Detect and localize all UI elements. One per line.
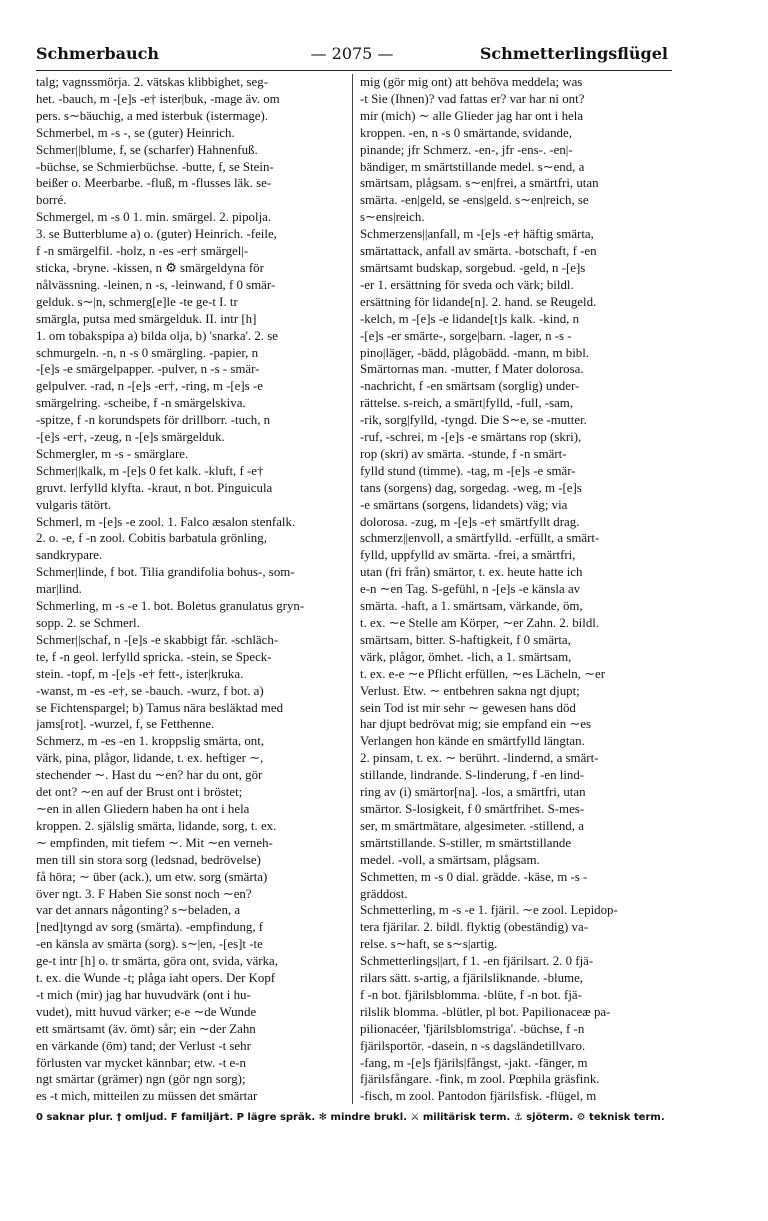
text-line: -spitze, f -n korundspets för drillborr. -tuch, n [36, 413, 271, 428]
text-line: smärta. -haft, a 1. smärtsam, värkande, öm, [360, 599, 583, 614]
text-line: mir (mich) ∼ alle Glieder jag har ont i hela [360, 108, 584, 123]
text-line: smärtattack, anfall av smärta. -botschaft, f -en [360, 244, 597, 259]
text-line: schmurgeln. -n, n -s 0 smärgling. -papier, n [36, 345, 259, 360]
text-line: 2. o. -e, f -n zool. Cobitis barbatula grönling, [36, 531, 267, 546]
column-divider [352, 74, 353, 1104]
text-line: ersättning för lidande[n]. 2. hand. se Reugeld. [360, 294, 597, 309]
text-line: sticka, -bryne. -kissen, n ⚙ smärgeldyna för [36, 260, 264, 275]
text-line: -büchse, se Schmierbüchse. -butte, f, se Stein- [36, 159, 274, 174]
text-line: värk, plågor, ömhet. -lich, a 1. smärtsam, [360, 649, 572, 664]
text-line: mar|lind. [36, 582, 82, 597]
text-line: 2. pinsam, t. ex. ∼ berührt. -lindernd, a smärt- [360, 751, 599, 766]
text-line: stein. -topf, m -[e]s -e† fett-, ister|kruka. [36, 666, 244, 681]
text-line: en värkande (öm) tand; der Verlust -t sehr [36, 1038, 251, 1053]
header-rule [36, 70, 672, 71]
text-line: smärgelring. -scheibe, f -n smärgelskiva. [36, 396, 246, 411]
text-line: [ned]tyngd av sorg (smärta). -empfindung, f [36, 920, 264, 935]
text-line: het. -bauch, m -[e]s -e† ister|buk, -mage äv. om [36, 91, 280, 106]
text-line: men till sin stora sorg (ledsnad, bedrövelse) [36, 852, 261, 867]
text-line: -[e]s -er†, -zeug, n -[e]s smärgelduk. [36, 430, 225, 445]
text-line: tans (sorgens) dag, sorgedag. -weg, m -[e]s [360, 480, 582, 495]
text-line: kroppen. -en, n -s 0 smärtande, svidande, [360, 125, 572, 140]
text-line: ngt smärtar (grämer) ngn (gör ngn sorg); [36, 1072, 246, 1087]
text-line: relse. s∼haft, se s∼s|artig. [360, 937, 498, 952]
text-line: Schmetten, m -s 0 dial. grädde. -käse, m -s - [360, 869, 588, 884]
text-line: har djupt bedrövat mig; sie empfand ein ∼es [360, 717, 591, 732]
text-line: dolorosa. -zug, m -[e]s -e† smärtfyllt drag. [360, 514, 580, 529]
text-line: värk, pina, plågor, lidande, t. ex. heftiger ∼, [36, 751, 264, 766]
text-line: Schmerbel, m -s -, se (guter) Heinrich. [36, 125, 235, 140]
text-line: Schmetterlings||art, f 1. -en fjärilsart. 2. 0 fjä- [360, 954, 594, 969]
text-line: rilslik blomma. -blütler, pl bot. Papilionaceæ pa- [360, 1004, 611, 1019]
text-line: vulgaris tätört. [36, 497, 112, 512]
text-line: beißer o. Meerbarbe. -fluß, m -flusses läk. se- [36, 176, 272, 191]
text-line: Schmerling, m -s -e 1. bot. Boletus granulatus gryn- [36, 599, 305, 614]
text-line: fjärilsfångare. -fink, m zool. Pœphila gräsfink. [360, 1072, 600, 1087]
text-line: rättelse. s-reich, a smärt|fylld, -full, -sam, [360, 396, 574, 411]
text-line: se Fichtenspargel; b) Tamus nära besläktad med [36, 700, 284, 715]
text-line: rilars sätt. s-artig, a fjärilsliknande. -blume, [360, 971, 584, 986]
text-line: -[e]s -e smärgelpapper. -pulver, n -s - smär- [36, 362, 260, 377]
text-line: pilionacéer, 'fjärilsblomstriga'. -büchse, f -n [360, 1021, 585, 1036]
text-line: gelpulver. -rad, n -[e]s -er†, -ring, m -[e]s -e [36, 379, 263, 394]
text-line: e-n ∼en Tag. S-gefühl, n -[e]s -e känsla av [360, 582, 581, 597]
text-line: Schmetterling, m -s -e 1. fjäril. ∼e zool. Lepidop- [360, 903, 618, 918]
text-line: rop (skri) av smärta. -stunde, f -n smärt- [360, 446, 567, 461]
text-line: t. ex. die Wunde -t; plåga iaht opers. Der Kopf [36, 971, 276, 986]
text-line: -fang, m -[e]s fjärils|fångst, -jakt. -fänger, m [360, 1055, 588, 1070]
text-line: ser, m smärtmätare, algesimeter. -stillend, a [360, 818, 584, 833]
text-line: Schmer||schaf, n -[e]s -e skabbigt får. -schläch- [36, 632, 279, 647]
text-line: schmerz||envoll, a smärtfylld. -erfüllt, a smärt- [360, 531, 600, 546]
text-line: över ngt. 3. F Haben Sie sonst noch ∼en? [36, 886, 252, 901]
text-line: kroppen. 2. själslig smärta, lidande, sorg, t. ex. [36, 818, 277, 833]
text-line: f -n bot. fjärilsblomma. -blüte, f -n bot. fjä- [360, 987, 582, 1002]
text-line: Verlust. Etw. ∼ entbehren sakna ngt djupt; [360, 683, 580, 698]
page-header [36, 44, 668, 70]
text-line: t. ex. ∼e Stelle am Körper, ∼er Zahn. 2. bildl. [360, 616, 600, 630]
text-line: gräddost. [360, 886, 408, 901]
text-line: förlusten var mycket kännbar; etw. -t e-n [36, 1055, 246, 1070]
text-line: fylld stund (timme). -tag, m -[e]s -e smär- [360, 463, 576, 478]
text-line: gruvt. lerfylld klyfta. -kraut, n bot. Pinguicula [36, 480, 273, 495]
text-line: Schmer|linde, f bot. Tilia grandifolia bohus-, som- [36, 565, 295, 580]
text-line: sandkrypare. [36, 548, 103, 563]
text-line: -t Sie (Ihnen)? vad fattas er? var har ni ont? [360, 91, 585, 106]
text-line: tera fjärilar. 2. bildl. flyktig (obeständig) va- [360, 920, 589, 935]
text-line: få höra; ∼ über (ack.), um etw. sorg (smärta) [36, 869, 268, 884]
page-number: — 2075 — [310, 44, 394, 63]
text-line: 3. se Butterblume a) o. (guter) Heinrich. -feile, [36, 227, 277, 242]
text-line: f -n smärgelfil. -holz, n -es -er† smärgel|- [36, 244, 249, 259]
text-line: Smärtornas man. -mutter, f Mater dolorosa. [360, 362, 584, 377]
text-line: var det annars någonting? s∼beladen, a [36, 903, 241, 918]
left-column [36, 74, 348, 1109]
text-line: s∼ens|reich. [360, 210, 425, 225]
text-line: -nachricht, f -en smärtsam (sorglig) under- [360, 379, 580, 394]
text-line: smärtor. S-losigkeit, f 0 smärtfrihet. S-mes- [360, 801, 585, 816]
text-line: smärgla, putsa med smärgelduk. II. intr [h] [36, 311, 257, 326]
text-line: sopp. 2. se Schmerl. [36, 616, 140, 630]
text-line: stechender ∼. Hast du ∼en? har du ont, gör [36, 768, 263, 783]
text-line: ett smärtsamt (äv. ömt) sår; ein ∼der Zahn [36, 1021, 256, 1036]
text-line: pers. s∼bäuchig, a med isterbuk (istermage). [36, 108, 269, 123]
text-line: borré. [36, 193, 67, 208]
text-line: bändiger, m smärtstillande medel. s∼end, a [360, 159, 585, 174]
text-line: ge-t intr [h] o. tr smärta, göra ont, svida, värka, [36, 954, 278, 969]
header-right-word: Schmetterlingsflügel [479, 44, 668, 63]
text-line: smärtsam, plågsam. s∼en|frei, a smärtfri, utan [360, 176, 599, 191]
text-line: fylld, uppfylld av smärta. -frei, a smärtfri, [360, 548, 576, 563]
text-line: Schmer||kalk, m -[e]s 0 fet kalk. -kluft, f -e† [36, 463, 264, 478]
text-line: fjärilsportör. -dasein, n -s dagsländetillvaro. [360, 1038, 586, 1053]
text-line: ∼ empfinden, mit tiefem ∼. Mit ∼en verneh- [36, 835, 273, 850]
text-line: Schmergler, m -s - smärglare. [36, 446, 189, 461]
text-line: -fisch, m zool. Pantodon fjärilsfisk. -flügel, m [360, 1089, 597, 1104]
text-line: Schmer||blume, f, se (scharfer) Hahnenfuß. [36, 142, 258, 157]
text-line: Schmerzens||anfall, m -[e]s -e† häftig smärta, [360, 227, 594, 242]
text-line: smärtstillande. S-stiller, m smärtstillande [360, 835, 572, 850]
text-line: smärtsamt budskap, sorgebud. -geld, n -[e]s [360, 260, 586, 275]
text-line: -kelch, m -[e]s -e lidande[t]s kalk. -kind, n [360, 311, 580, 326]
text-line: Schmerz, m -es -en 1. kroppslig smärta, ont, [36, 734, 265, 749]
text-line: 1. om tobakspipa a) bilda olja, b) 'snarka'. 2. se [36, 328, 278, 343]
text-line: talg; vagnssmörja. 2. vätskas klibbighet, seg- [36, 75, 268, 89]
text-line: Schmergel, m -s 0 1. min. smärgel. 2. pipolja. [36, 210, 272, 225]
text-line: medel. -voll, a smärtsam, plågsam. [360, 852, 540, 867]
text-line: vudet), mitt huvud värker; e-e ∼de Wunde [36, 1004, 257, 1019]
text-line: nålvässning. -leinen, n -s, -leinwand, f 0 smär- [36, 277, 276, 292]
text-line: t. ex. e-e ∼e Pflicht erfüllen, ∼es Lächeln, ∼er [360, 666, 605, 681]
right-column [360, 74, 672, 1109]
text-line: es -t mich, mitteilen zu müssen det smärtar [36, 1089, 258, 1104]
text-line: ∼en in allen Gliedern haben ha ont i hela [36, 801, 250, 816]
text-line: mig (gör mig ont) att behöva meddela; was [360, 75, 583, 89]
text-line: utan (fri från) smärtor, t. ex. heute hatte ich [360, 565, 583, 580]
text-line: sein Tod ist mir sehr ∼ gewesen hans död [360, 700, 576, 715]
text-line: smärta. -en|geld, se -ens|geld. s∼en|reich, se [360, 193, 589, 208]
text-line: ring av (i) smärtor[na]. -los, a smärtfri, utan [360, 785, 586, 800]
text-line: pinande; jfr Schmerz. -en-, jfr -ens-. -en|- [360, 142, 573, 157]
text-line: -wanst, m -es -e†, se -bauch. -wurz, f bot. a) [36, 683, 264, 698]
header-left-word: Schmerbauch [36, 44, 160, 63]
text-line: -[e]s -er smärte-, sorge|barn. -lager, n -s - [360, 328, 572, 343]
text-line: -e smärtans (sorgens, lidandets) väg; via [360, 497, 568, 512]
text-line: stillande, lindrande. S-linderung, f -en lind- [360, 768, 585, 783]
text-line: te, f -n geol. lerfylld spricka. -stein, se Speck- [36, 649, 272, 664]
text-line: Schmerl, m -[e]s -e zool. 1. Falco æsalon stenfalk. [36, 514, 296, 529]
text-line: det ont? ∼en auf der Brust ont i bröstet; [36, 785, 243, 800]
text-line: Verlangen hon kände en smärtfylld längtan. [360, 734, 585, 749]
text-line: jams[rot]. -wurzel, f, se Fetthenne. [36, 717, 215, 732]
abbreviation-legend: 0 saknar plur. † omljud. F familjärt. P lägre språk. ✻ mindre brukl. ⚔ militärisk term. ⚓ sjöterm. ⚙ teknisk term. [36, 1112, 665, 1123]
text-line: -ruf, -schrei, m -[e]s -e smärtans rop (skri), [360, 430, 582, 445]
text-line: pino|läger, -bädd, plågobädd. -mann, m bibl. [360, 345, 590, 360]
text-line: -er 1. ersättning för sveda och värk; bildl. [360, 277, 574, 292]
text-line: gelduk. s∼|n, schmerg[e]le -te ge-t I. tr [36, 294, 238, 309]
text-line: -t mich (mir) jag har huvudvärk (ont i hu- [36, 987, 251, 1002]
text-line: -rik, sorg|fylld, -tyngd. Die S∼e, se -mutter. [360, 413, 587, 428]
text-line: -en känsla av smärta (sorg). s∼|en, -[es]t -te [36, 937, 263, 952]
text-line: smärtsam, bitter. S-haftigkeit, f 0 smärta, [360, 632, 571, 647]
